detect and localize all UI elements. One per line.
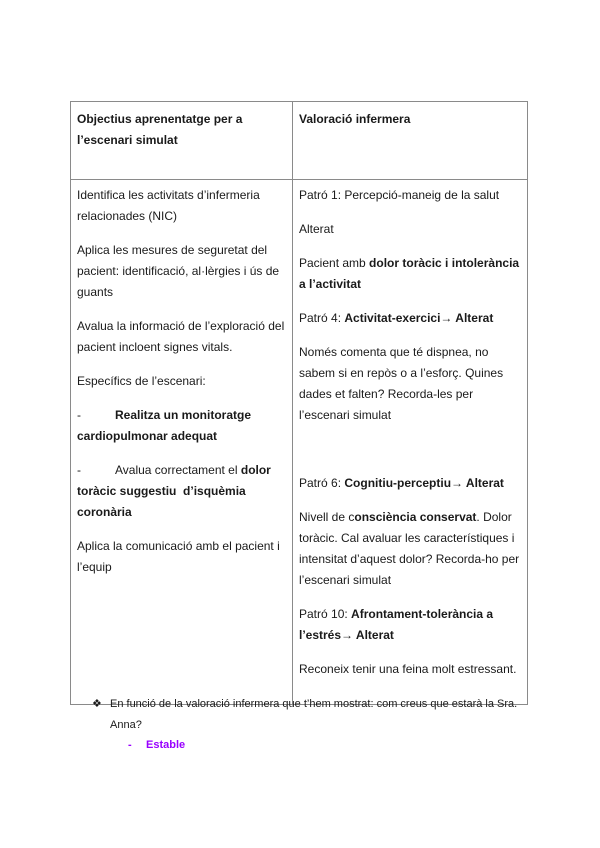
list-dash: - — [77, 408, 81, 422]
spacer — [299, 439, 521, 473]
answer-dash: - — [128, 739, 132, 751]
pattern6-label — [299, 473, 521, 494]
header-objectives: Objectius aprenentatge per a l’escenari simulat — [71, 102, 293, 180]
pattern4-label — [299, 308, 521, 329]
pattern6-text-a: Nivell de c — [299, 510, 355, 524]
objective-item-pain-normal: Avalua correctament el — [115, 463, 238, 477]
pattern10-prefix: Patró 10: — [299, 607, 348, 621]
objective-item-monitoring-text: Realitza un monitoratge cardiopulmonar adequat — [77, 408, 252, 443]
table-header-row — [71, 102, 528, 180]
objective-specific-heading: Específics de l’escenari: — [77, 374, 206, 388]
objective-item-pain-bold: dolor toràcic suggestiu — [77, 463, 271, 498]
question-item — [92, 694, 530, 736]
question-text: En funció de la valoració infermera que t’hem mostrat: com creus que estarà la Sra. Anna? — [110, 698, 518, 731]
objectives-cell — [71, 180, 293, 705]
answer-text: Estable — [146, 739, 186, 751]
header-assessment: Valoració infermera — [293, 102, 528, 180]
pattern1-status: Alterat — [299, 222, 334, 236]
objective-nic: Identifica les activitats d’infermeria relacionades (NIC) — [77, 188, 260, 223]
pattern6-text — [299, 507, 521, 591]
answer-item — [128, 736, 185, 754]
objective-communication: Aplica la comunicació amb el pacient i l’equip — [77, 539, 280, 574]
table-body-row — [71, 180, 528, 705]
pattern4-prefix: Patró 4: — [299, 311, 342, 325]
pattern10-bold: Afrontament-tolerància a l’estrés→ Alterat — [299, 607, 494, 642]
pattern6-bold: Cognitiu-perceptiu→ Alterat — [344, 476, 504, 490]
pattern1-text — [299, 253, 521, 295]
objective-item-pain — [77, 460, 286, 523]
objective-vitals: Avalua la informació de l’exploració del pacient incloent signes vitals. — [77, 319, 285, 354]
objective-item-pain-bold2: d’isquèmia coronària — [77, 484, 246, 519]
pattern6-text-bold: onsciència conservat — [354, 510, 477, 524]
objective-safety: Aplica les mesures de seguretat del pacient: identificació, al·lèrgies i ús de guants — [77, 243, 280, 299]
pattern1-text-normal: Pacient amb — [299, 256, 366, 270]
pattern1-label: Patró 1: Percepció-maneig de la salut — [299, 188, 500, 202]
pattern10-text: Reconeix tenir una feina molt estressant. — [299, 662, 517, 676]
scenario-table — [70, 101, 528, 705]
assessment-cell — [293, 180, 528, 705]
pattern6-text-b: . Dolor toràcic. Cal avaluar les característiques i intensitat d’aquest dolor? Recorda-ho per l’escenari simulat — [299, 510, 520, 587]
pattern4-text: Només comenta que té dispnea, no sabem si en repòs o a l’esforç. Quines dades et falten? Recorda-les per l’escenari simulat — [299, 345, 504, 422]
pattern4-bold: Activitat-exercici→ Alterat — [344, 311, 494, 325]
diamond-bullet-icon: ❖ — [92, 698, 102, 710]
pattern10-label — [299, 604, 521, 646]
pattern6-prefix: Patró 6: — [299, 476, 342, 490]
pattern1-text-bold: dolor toràcic i intolerància a l’activitat — [299, 256, 520, 291]
list-dash: - — [77, 463, 81, 477]
objective-item-monitoring — [77, 405, 286, 447]
